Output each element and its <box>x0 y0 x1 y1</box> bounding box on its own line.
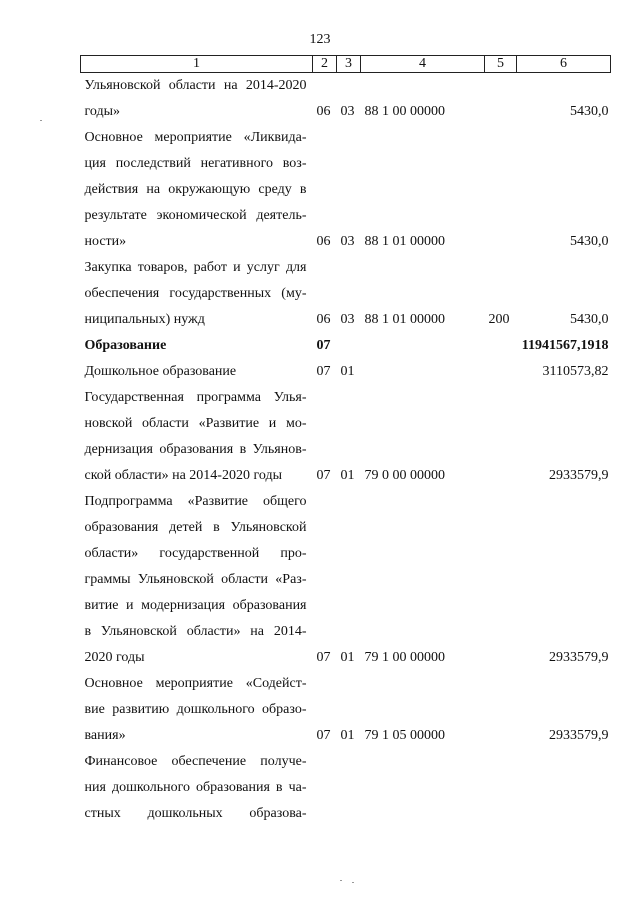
table-row <box>81 671 611 749</box>
row-target-article <box>361 333 485 359</box>
description-line: ниципальных) нужд <box>84 312 205 327</box>
row-target-article <box>361 359 485 385</box>
row-expense-type <box>485 489 517 671</box>
description-line: обеспечения государственных (му- <box>84 286 307 301</box>
row-description <box>81 385 313 489</box>
description-line: Подпрограмма «Развитие общего <box>84 494 307 509</box>
row-amount <box>517 749 611 827</box>
row-description <box>81 125 313 255</box>
row-subsection: 01 <box>340 364 355 379</box>
scan-speck <box>352 882 354 883</box>
description-line: ской области» на 2014-2020 годы <box>84 468 282 483</box>
row-section: 07 <box>316 650 331 665</box>
table-row <box>81 73 611 126</box>
row-description <box>81 255 313 333</box>
row-expense-type <box>485 359 517 385</box>
row-subsection: 03 <box>340 312 355 327</box>
description-line: ния дошкольного образования в ча- <box>84 780 307 795</box>
header-col-4: 4 <box>361 56 485 73</box>
row-description <box>81 359 313 385</box>
row-section: 07 <box>316 468 331 483</box>
row-description <box>81 749 313 827</box>
description-line: ция последствий негативного воз- <box>84 156 307 171</box>
row-description <box>81 73 313 126</box>
description-line: Основное мероприятие «Ликвида- <box>84 130 307 145</box>
row-section: 07 <box>316 728 331 743</box>
page-number: 123 <box>309 32 331 47</box>
row-amount: 5430,0 <box>570 104 609 119</box>
table-row <box>81 749 611 827</box>
row-target-article: 88 1 01 00000 <box>364 312 445 327</box>
header-col-2: 2 <box>313 56 337 73</box>
table-row <box>81 333 611 359</box>
row-expense-type <box>485 333 517 359</box>
row-target-article: 88 1 00 00000 <box>364 104 445 119</box>
header-col-5: 5 <box>485 56 517 73</box>
row-description <box>81 489 313 671</box>
description-line: вие развитию дошкольного образо- <box>84 702 307 717</box>
row-subsection: 03 <box>340 104 355 119</box>
row-subsection: 01 <box>340 650 355 665</box>
header-col-1: 1 <box>81 56 313 73</box>
row-target-article <box>361 749 485 827</box>
table-row <box>81 255 611 333</box>
description-line: образования детей в Ульяновской <box>84 520 307 535</box>
row-section: 06 <box>316 104 331 119</box>
description-line: витие и модернизация образования <box>84 598 307 613</box>
description-line: Ульяновской области на 2014-2020 <box>84 78 307 93</box>
row-expense-type <box>485 73 517 126</box>
row-target-article: 79 0 00 00000 <box>364 468 445 483</box>
description-line: новской области «Развитие и мо- <box>84 416 307 431</box>
row-amount: 5430,0 <box>570 234 609 249</box>
row-amount: 11941567,1918 <box>521 338 609 353</box>
row-section: 07 <box>316 364 331 379</box>
scan-speck <box>340 880 342 881</box>
row-expense-type: 200 <box>488 312 510 327</box>
row-target-article: 79 1 05 00000 <box>364 728 445 743</box>
row-amount: 2933579,9 <box>549 728 609 743</box>
row-amount: 2933579,9 <box>549 468 609 483</box>
table-body <box>81 73 611 828</box>
table-row <box>81 385 611 489</box>
row-section: 06 <box>316 312 331 327</box>
table-row <box>81 125 611 255</box>
table-row <box>81 359 611 385</box>
description-line: Образование <box>84 338 167 353</box>
row-description <box>81 333 313 359</box>
row-target-article: 88 1 01 00000 <box>364 234 445 249</box>
description-line: годы» <box>84 104 121 119</box>
description-line: в Ульяновской области» на 2014- <box>84 624 307 639</box>
table-header <box>81 56 611 73</box>
description-line: Основное мероприятие «Содейст- <box>84 676 307 691</box>
description-line: ности» <box>84 234 127 249</box>
row-subsection: 01 <box>340 728 355 743</box>
row-subsection: 03 <box>340 234 355 249</box>
row-target-article: 79 1 00 00000 <box>364 650 445 665</box>
description-line: результате экономической деятель- <box>84 208 307 223</box>
row-expense-type <box>485 749 517 827</box>
row-subsection: 01 <box>340 468 355 483</box>
description-line: 2020 годы <box>84 650 145 665</box>
row-description <box>81 671 313 749</box>
table-row <box>81 489 611 671</box>
row-subsection <box>337 749 361 827</box>
description-line: действия на окружающую среду в <box>84 182 307 197</box>
row-section: 06 <box>316 234 331 249</box>
description-line: области» государственной про- <box>84 546 307 561</box>
header-col-3: 3 <box>337 56 361 73</box>
row-amount: 5430,0 <box>570 312 609 327</box>
description-line: Финансовое обеспечение получе- <box>84 754 307 769</box>
description-line: Закупка товаров, работ и услуг для <box>84 260 307 275</box>
description-line: Дошкольное образование <box>84 364 237 379</box>
row-amount: 2933579,9 <box>549 650 609 665</box>
description-line: вания» <box>84 728 126 743</box>
header-col-6: 6 <box>517 56 611 73</box>
description-line: дернизация образования в Ульянов- <box>84 442 307 457</box>
row-expense-type <box>485 671 517 749</box>
row-amount: 3110573,82 <box>542 364 609 379</box>
budget-table <box>80 55 611 827</box>
row-section <box>313 749 337 827</box>
description-line: Государственная программа Улья- <box>84 390 307 405</box>
description-line: стных дошкольных образова- <box>84 806 307 821</box>
row-expense-type <box>485 385 517 489</box>
row-expense-type <box>485 125 517 255</box>
row-subsection <box>337 333 361 359</box>
scan-speck <box>40 120 42 121</box>
header-row <box>81 56 611 73</box>
description-line: граммы Ульяновской области «Раз- <box>84 572 307 587</box>
row-section: 07 <box>316 338 331 353</box>
